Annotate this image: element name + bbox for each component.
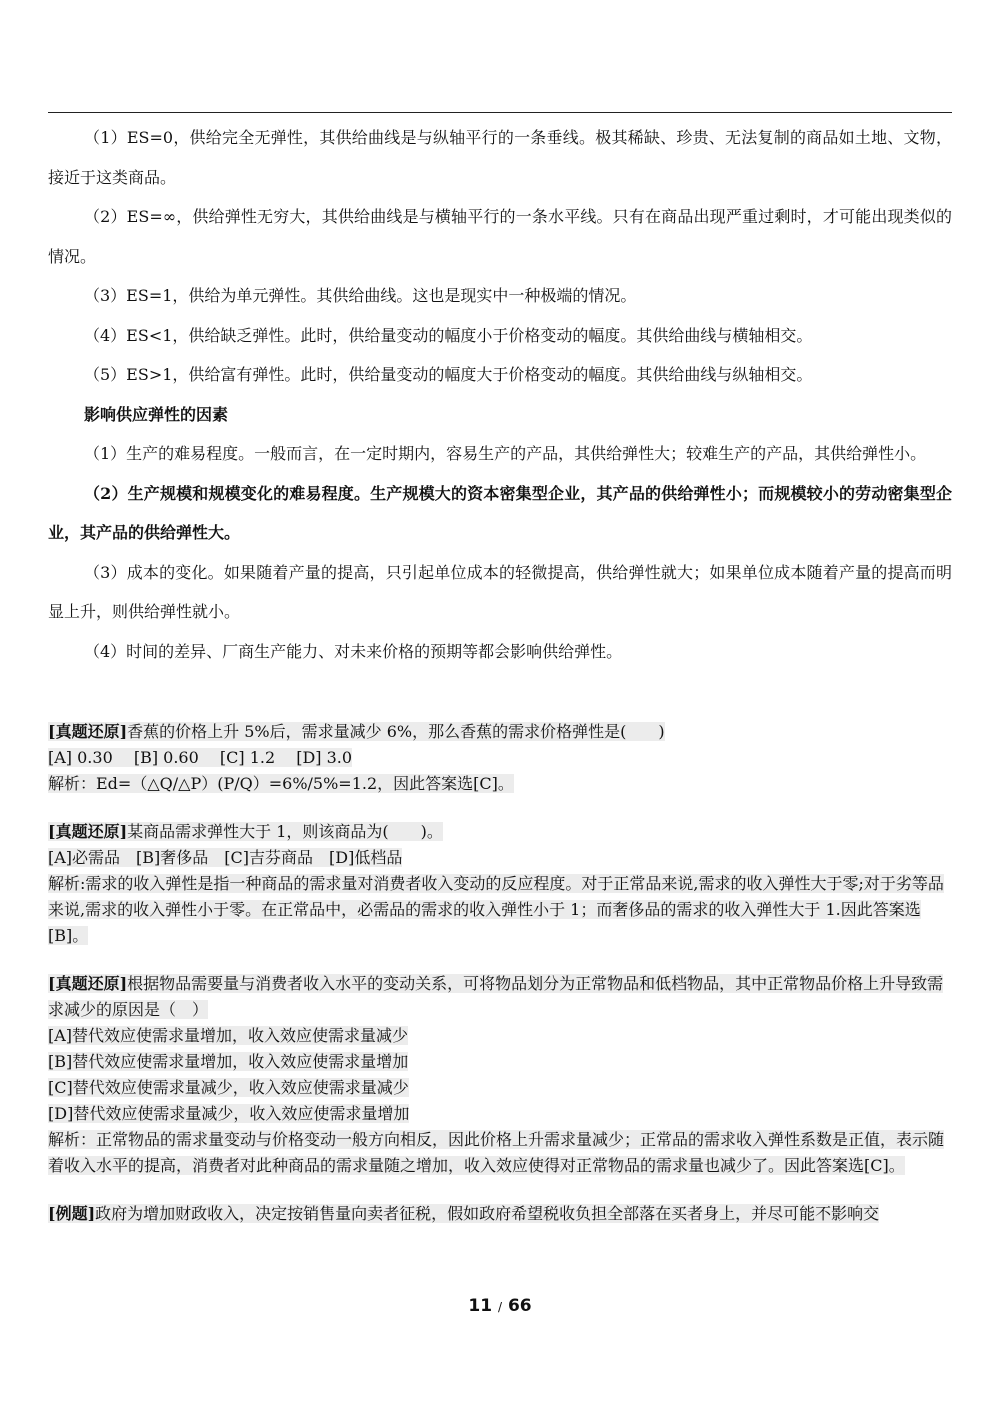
page-total: 66 — [507, 1296, 532, 1316]
paragraph-es-less-one: （4）ES<1，供给缺乏弹性。此时，供给量变动的幅度小于价格变动的幅度。其供给曲线与横轴相交。 — [84, 325, 813, 345]
paragraph-es-greater-one: （5）ES>1，供给富有弹性。此时，供给量变动的幅度大于价格变动的幅度。其供给曲线与纵轴相交。 — [84, 365, 813, 384]
paragraph-es-one: （3）ES=1，供给为单元弹性。其供给曲线。这也是现实中一种极端的情况。 — [84, 286, 637, 305]
paragraph-es-zero: （1）ES=0，供给完全无弹性，其供给曲线是与纵轴平行的一条垂线。极其稀缺、珍贵、无法复制的商品如土地、文物，接近于这类商品。 — [48, 128, 952, 187]
page-separator: / — [497, 1300, 503, 1314]
question-stem: 政府为增加财政收入，决定按销售量向卖者征税，假如政府希望税收负担全部落在买者身上，并尽可能不影响交 — [95, 1204, 880, 1223]
question-tag: [真题还原] — [48, 722, 128, 741]
factor-1: （1）生产的难易程度。一般而言，在一定时期内，容易生产的产品，其供给弹性大；较难生产的产品，其供给弹性小。 — [84, 444, 927, 463]
question-tag: [真题还原] — [48, 822, 128, 841]
question-2 — [48, 819, 952, 949]
paragraph-es-infinite: （2）ES=∞，供给弹性无穷大，其供给曲线是与横轴平行的一条水平线。只有在商品出现严重过剩时，才可能出现类似的情况。 — [48, 207, 952, 266]
page-current: 11 — [468, 1296, 493, 1316]
page-content — [48, 118, 952, 1227]
question-3 — [48, 971, 952, 1179]
question-option-d: [D]替代效应使需求量减少，收入效应使需求量增加 — [48, 1104, 410, 1123]
factor-4: （4）时间的差异、厂商生产能力、对未来价格的预期等都会影响供给弹性。 — [84, 641, 623, 661]
header-rule — [48, 112, 952, 113]
page-number — [0, 1296, 1000, 1316]
question-option-a: [A]替代效应使需求量增加，收入效应使需求量减少 — [48, 1026, 409, 1045]
factor-3: （3）成本的变化。如果随着产量的提高，只引起单位成本的轻微提高，供给弹性就大；如果单位成本随着产量的提高而明显上升，则供给弹性就小。 — [48, 562, 952, 621]
question-tag: [真题还原] — [48, 974, 128, 993]
question-tag: [例题] — [48, 1204, 96, 1223]
question-analysis: 解析：正常物品的需求量变动与价格变动一般方向相反，因此价格上升需求量减少；正常品的需求收入弹性系数是正值，表示随着收入水平的提高，消费者对此种商品的需求量随之增加，收入效应使得对正常物品的需求量也减少了。因此答案选[C]。 — [48, 1130, 945, 1175]
question-stem: 根据物品需要量与消费者收入水平的变动关系，可将物品划分为正常物品和低档物品，其中正常物品价格上升导致需求减少的原因是（ ） — [48, 974, 944, 1019]
question-analysis: 解析:需求的收入弹性是指一种商品的需求量对消费者收入变动的反应程度。对于正常品来说,需求的收入弹性大于零;对于劣等品来说,需求的收入弹性小于零。在正常品中，必需品的需求的收入弹性小于 1；而奢侈品的需求的收入弹性大于 1.因此答案选[B]。 — [48, 874, 944, 945]
question-options: [A] 0.30 [B] 0.60 [C] 1.2 [D] 3.0 — [48, 748, 353, 767]
question-options: [A]必需品 [B]奢侈品 [C]吉芬商品 [D]低档品 — [48, 848, 403, 867]
question-stem: 某商品需求弹性大于 1，则该商品为( )。 — [127, 822, 443, 841]
question-option-b: [B]替代效应使需求量增加，收入效应使需求量增加 — [48, 1052, 409, 1071]
question-option-c: [C]替代效应使需求量减少，收入效应使需求量减少 — [48, 1078, 409, 1097]
section-heading: 影响供应弹性的因素 — [84, 404, 229, 424]
question-1 — [48, 719, 952, 797]
question-analysis: 解析：Ed=（△Q/△P）(P/Q）=6%/5%=1.2，因此答案选[C]。 — [48, 774, 514, 793]
question-stem: 香蕉的价格上升 5%后，需求量减少 6%，那么香蕉的需求价格弹性是( ) — [127, 722, 665, 741]
question-4 — [48, 1201, 952, 1227]
factor-2: （2）生产规模和规模变化的难易程度。生产规模大的资本密集型企业，其产品的供给弹性小；而规模较小的劳动密集型企业，其产品的供给弹性大。 — [48, 483, 952, 542]
